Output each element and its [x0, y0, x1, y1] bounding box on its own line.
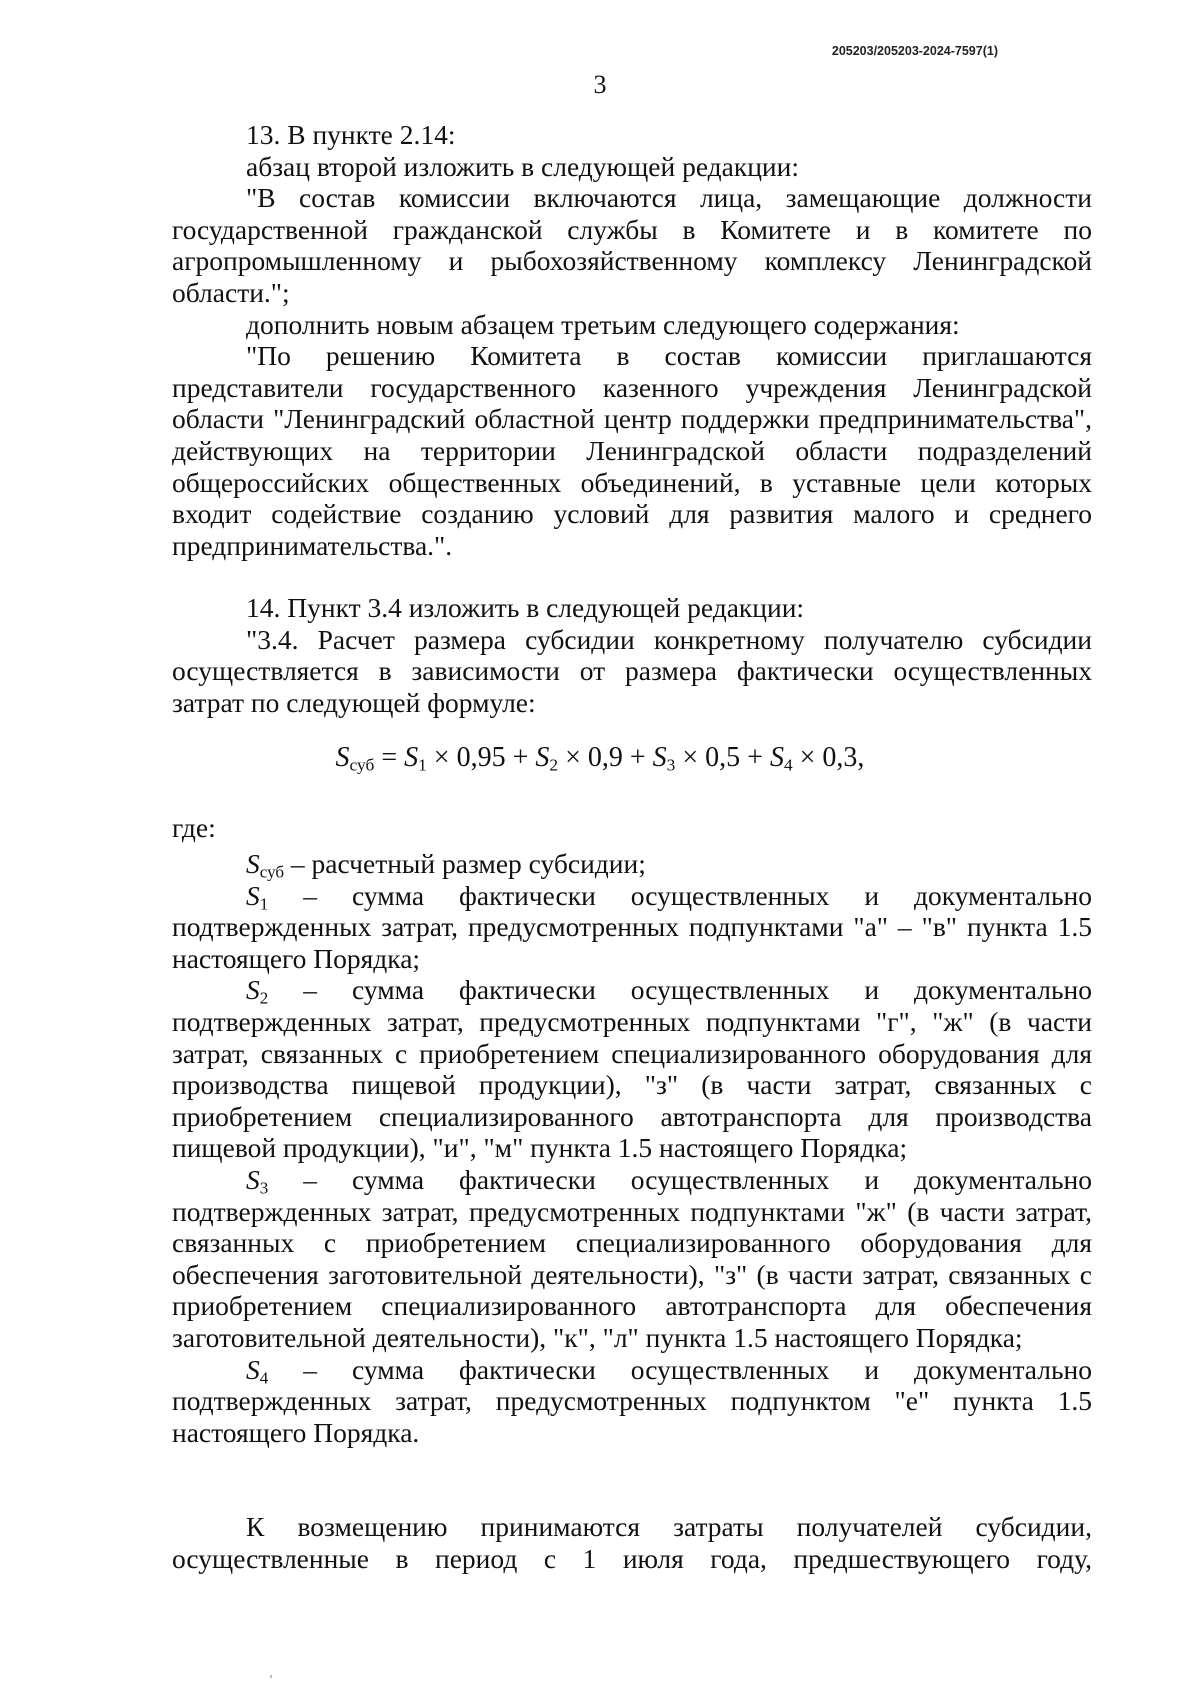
def-s3-sub: 3	[259, 1178, 269, 1198]
formula-equals: =	[374, 742, 405, 773]
formula-s4-coef: × 0,3,	[792, 742, 865, 773]
section-13-quote-2: "По решению Комитета в состав комиссии приглашаются представители государственного казенного учреждения Ленинградской области "Ленинградский областной центр поддержки предпринимательства", действующих на территории Ленинградской области подразделений общероссийских общественных объединений, в уставные цели которых входит содействие созданию условий для развития малого и среднего предпринимательства.".	[172, 340, 1092, 561]
def-s1-var: S	[246, 879, 260, 911]
def-s3-var: S	[246, 1163, 260, 1195]
def-ssub-text: – расчетный размер субсидии;	[284, 848, 646, 879]
def-ssub-var: S	[246, 848, 260, 879]
closing	[172, 1511, 1092, 1574]
def-s3-text: – сумма фактически осуществленных и документально подтвержденных затрат, предусмотренных подпунктами "ж" (в части затрат, связанных с приобретением специализированного оборудования для обеспечения заготовительной деятельности), "з" (в части затрат, связанных с приобретением специализированного автотранспорта для обеспечения заготовительной деятельности), "к", "л" пункта 1.5 настоящего Порядка;	[172, 1163, 1092, 1353]
formula-s2-var: S	[535, 742, 550, 773]
section-13-intro-1: абзац второй изложить в следующей редакции:	[246, 150, 800, 182]
def-s4-var: S	[246, 1353, 260, 1385]
where-label: где:	[172, 812, 216, 843]
formula-s2-sub: 2	[549, 755, 559, 775]
section-13-heading: 13. В пункте 2.14:	[246, 119, 456, 150]
section-14	[172, 592, 1092, 718]
formula-s1-sub: 1	[418, 755, 427, 775]
subsidy-formula	[0, 742, 1200, 774]
document-id: 205203/205203-2024-7597(1)	[831, 44, 998, 58]
formula-lhs-sub: суб	[349, 755, 375, 775]
formula-lhs-var: S	[335, 742, 350, 773]
section-13-intro-2: дополнить новым абзацем третьим следующего содержания:	[246, 308, 960, 340]
def-s4-text: – сумма фактически осуществленных и документально подтвержденных затрат, предусмотренных подпунктом "е" пункта 1.5 настоящего Порядка.	[172, 1353, 1092, 1448]
def-s4-sub: 4	[259, 1367, 269, 1387]
def-ssub-sub: суб	[259, 862, 285, 882]
section-13	[172, 119, 1092, 561]
closing-paragraph: К возмещению принимаются затраты получателей субсидии, осуществленные в период с 1 июля года, предшествующего году,	[172, 1511, 1092, 1574]
def-s1-sub: 1	[259, 893, 269, 913]
formula-s3-var: S	[652, 742, 667, 773]
scan-speck	[270, 1675, 272, 1678]
definitions	[172, 848, 1092, 1448]
def-s2-sub: 2	[259, 988, 269, 1008]
formula-s3-coef: × 0,5 +	[675, 742, 770, 773]
formula-s4-sub: 4	[783, 755, 793, 775]
def-s2-var: S	[246, 974, 260, 1006]
definition-s1	[172, 880, 1092, 975]
section-14-heading: 14. Пункт 3.4 изложить в следующей редакции:	[246, 592, 805, 623]
formula-s1-var: S	[404, 742, 419, 773]
formula-s3-sub: 3	[666, 755, 676, 775]
page-number: 3	[593, 70, 607, 99]
formula-s4-var: S	[769, 742, 784, 773]
formula-s2-coef: × 0,9 +	[558, 742, 653, 773]
definition-s2	[172, 974, 1092, 1164]
section-14-paragraph: "3.4. Расчет размера субсидии конкретному получателю субсидии осуществляется в зависимости от размера фактически осуществленных затрат по следующей формуле:	[172, 623, 1092, 718]
section-13-quote-1: "В состав комиссии включаются лица, замещающие должности государственной гражданской службы в Комитете и в комитете по агропромышленному и рыбохозяйственному комплексу Ленинградской области.";	[172, 182, 1092, 308]
formula-s1-coef: × 0,95 +	[426, 742, 536, 773]
definition-s3	[172, 1164, 1092, 1354]
definition-s4	[172, 1354, 1092, 1449]
def-s1-text: – сумма фактически осуществленных и документально подтвержденных затрат, предусмотренных подпунктами "а" – "в" пункта 1.5 настоящего Порядка;	[172, 879, 1092, 974]
definition-ssub	[172, 848, 1092, 880]
def-s2-text: – сумма фактически осуществленных и документально подтвержденных затрат, предусмотренных подпунктами "г", "ж" (в части затрат, связанных с приобретением специализированного оборудования для производства пищевой продукции), "з" (в части затрат, связанных с приобретением специализированного автотранспорта для производства пищевой продукции), "и", "м" пункта 1.5 настоящего Порядка;	[172, 974, 1092, 1164]
